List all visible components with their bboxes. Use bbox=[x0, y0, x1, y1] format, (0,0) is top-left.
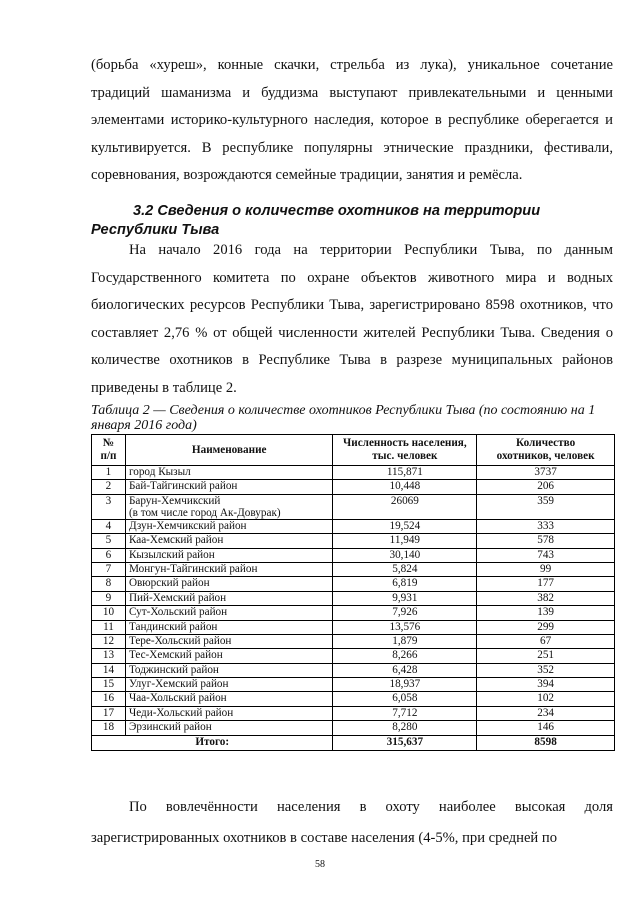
section-heading: 3.2 Сведения о количестве охотников на территории Республики Тыва bbox=[91, 203, 541, 238]
row-name bbox=[125, 649, 333, 663]
row-number: 9 bbox=[92, 591, 126, 605]
table-row bbox=[92, 519, 615, 533]
row-population: 8,280 bbox=[333, 721, 477, 735]
total-label: Итого: bbox=[92, 735, 333, 750]
row-population: 9,931 bbox=[333, 591, 477, 605]
row-hunters: 299 bbox=[477, 620, 615, 634]
page-number: 58 bbox=[315, 859, 325, 870]
table-row bbox=[92, 678, 615, 692]
table-row bbox=[92, 620, 615, 634]
row-hunters: 3737 bbox=[477, 466, 615, 480]
row-hunters: 146 bbox=[477, 721, 615, 735]
row-name bbox=[125, 706, 333, 720]
row-name bbox=[125, 692, 333, 706]
row-number: 2 bbox=[92, 480, 126, 494]
row-population: 13,576 bbox=[333, 620, 477, 634]
row-number: 14 bbox=[92, 663, 126, 677]
row-number: 13 bbox=[92, 649, 126, 663]
row-name-text: Тес-Хемский район bbox=[128, 649, 223, 662]
row-number: 12 bbox=[92, 634, 126, 648]
row-hunters: 352 bbox=[477, 663, 615, 677]
table-caption: Таблица 2 — Сведения о количестве охотников Республики Тыва (по состоянию на 1 января 2016 года) bbox=[91, 403, 596, 433]
table-row bbox=[92, 466, 615, 480]
row-population: 26069 bbox=[333, 494, 477, 519]
row-name bbox=[125, 591, 333, 605]
table-row bbox=[92, 591, 615, 605]
row-name-text: Тандинский район bbox=[128, 620, 218, 633]
row-name bbox=[125, 534, 333, 548]
row-hunters: 99 bbox=[477, 562, 615, 576]
row-population: 115,871 bbox=[333, 466, 477, 480]
row-number: 15 bbox=[92, 678, 126, 692]
total-population: 315,637 bbox=[333, 735, 477, 750]
row-hunters: 67 bbox=[477, 634, 615, 648]
row-hunters: 382 bbox=[477, 591, 615, 605]
row-name-text: Чеди-Хольский район bbox=[128, 706, 234, 719]
row-hunters: 333 bbox=[477, 519, 615, 533]
row-name-text: Бай-Тайгинский район bbox=[128, 480, 238, 493]
row-name-text: Сут-Хольский район bbox=[128, 606, 228, 619]
row-name bbox=[125, 466, 333, 480]
table-total-row bbox=[92, 735, 615, 750]
involvement-paragraph: По вовлечённости населения в охоту наиболее высокая доля зарегистрированных охотников в составе населения (4-5%, при средней по bbox=[91, 799, 613, 846]
row-hunters: 206 bbox=[477, 480, 615, 494]
row-number: 6 bbox=[92, 548, 126, 562]
row-population: 6,819 bbox=[333, 577, 477, 591]
row-population: 6,428 bbox=[333, 663, 477, 677]
table-body bbox=[92, 466, 615, 736]
row-name-text: Пий-Хемский район bbox=[128, 591, 227, 604]
row-hunters: 177 bbox=[477, 577, 615, 591]
row-name bbox=[125, 606, 333, 620]
row-name bbox=[125, 494, 333, 519]
row-number: 4 bbox=[92, 519, 126, 533]
table-header-row bbox=[92, 435, 615, 466]
row-hunters: 394 bbox=[477, 678, 615, 692]
table-row bbox=[92, 577, 615, 591]
row-population: 1,879 bbox=[333, 634, 477, 648]
row-hunters: 234 bbox=[477, 706, 615, 720]
row-number: 10 bbox=[92, 606, 126, 620]
hunters-summary-paragraph: На начало 2016 года на территории Республики Тыва, по данным Государственного комитета по охране объектов животного мира и водных биологических ресурсов Республики Тыва, зарегистрировано 8598 охотников, что составляет 2,76 % от общей численности жителей Республики Тыва. Сведения о количестве охотников в Республике Тыва в разрезе муниципальных районов приведены в таблице 2. bbox=[91, 242, 613, 396]
table-row bbox=[92, 480, 615, 494]
row-name bbox=[125, 519, 333, 533]
row-population: 6,058 bbox=[333, 692, 477, 706]
row-name bbox=[125, 678, 333, 692]
row-number: 1 bbox=[92, 466, 126, 480]
row-name-text: Дзун-Хемчикский район bbox=[128, 519, 247, 532]
row-name bbox=[125, 634, 333, 648]
header-population: Численность населения, тыс. человек bbox=[333, 435, 477, 466]
row-hunters: 578 bbox=[477, 534, 615, 548]
hunters-table bbox=[91, 434, 615, 751]
header-number: № п/п bbox=[92, 435, 126, 466]
header-name: Наименование bbox=[125, 435, 333, 466]
header-hunters: Количество охотников, человек bbox=[477, 435, 615, 466]
intro-paragraph: (борьба «хуреш», конные скачки, стрельба из лука), уникальное сочетание традиций шаманизма и буддизма выступают привлекательными и ценными элементами историко-культурного наследия, которое в республике оберегается и культивируется. В республике популярны этнические праздники, фестивали, соревнования, возрождаются семейные традиции, занятия и ремёсла. bbox=[91, 57, 613, 183]
row-name-text: Чаа-Хольский район bbox=[128, 692, 227, 705]
row-name-extra: (в том числе город Ак-Довурак) bbox=[128, 506, 281, 519]
row-name-text: город Кызыл bbox=[128, 466, 191, 478]
row-hunters: 251 bbox=[477, 649, 615, 663]
row-number: 16 bbox=[92, 692, 126, 706]
row-name bbox=[125, 663, 333, 677]
table-row bbox=[92, 721, 615, 735]
table-row bbox=[92, 606, 615, 620]
row-population: 7,712 bbox=[333, 706, 477, 720]
row-population: 7,926 bbox=[333, 606, 477, 620]
row-name bbox=[125, 562, 333, 576]
row-population: 18,937 bbox=[333, 678, 477, 692]
table-row bbox=[92, 649, 615, 663]
row-hunters: 743 bbox=[477, 548, 615, 562]
row-name-text: Каа-Хемский район bbox=[128, 534, 224, 547]
row-name-text: Барун-Хемчикский bbox=[128, 494, 221, 507]
row-name bbox=[125, 548, 333, 562]
row-name-text: Тоджинский район bbox=[128, 663, 219, 676]
row-number: 17 bbox=[92, 706, 126, 720]
row-name-text: Кызылский район bbox=[128, 548, 215, 561]
row-name-text: Улуг-Хемский район bbox=[128, 678, 229, 691]
table-row bbox=[92, 548, 615, 562]
row-name bbox=[125, 620, 333, 634]
row-name-text: Тере-Хольский район bbox=[128, 634, 232, 647]
row-name bbox=[125, 577, 333, 591]
row-population: 30,140 bbox=[333, 548, 477, 562]
row-number: 7 bbox=[92, 562, 126, 576]
row-population: 8,266 bbox=[333, 649, 477, 663]
table-row bbox=[92, 562, 615, 576]
total-hunters: 8598 bbox=[477, 735, 615, 750]
row-number: 8 bbox=[92, 577, 126, 591]
table-row bbox=[92, 706, 615, 720]
table-row bbox=[92, 634, 615, 648]
row-name-text: Монгун-Тайгинский район bbox=[128, 562, 258, 575]
row-number: 3 bbox=[92, 494, 126, 519]
row-name-text: Эрзинский район bbox=[128, 721, 212, 734]
row-hunters: 102 bbox=[477, 692, 615, 706]
row-population: 10,448 bbox=[333, 480, 477, 494]
table-row bbox=[92, 534, 615, 548]
row-name bbox=[125, 480, 333, 494]
table-row bbox=[92, 692, 615, 706]
row-population: 5,824 bbox=[333, 562, 477, 576]
row-hunters: 139 bbox=[477, 606, 615, 620]
row-name-text: Овюрский район bbox=[128, 577, 210, 590]
table-row bbox=[92, 663, 615, 677]
row-hunters: 359 bbox=[477, 494, 615, 519]
row-number: 11 bbox=[92, 620, 126, 634]
row-name bbox=[125, 721, 333, 735]
table-row bbox=[92, 494, 615, 519]
row-number: 18 bbox=[92, 721, 126, 735]
row-number: 5 bbox=[92, 534, 126, 548]
row-population: 19,524 bbox=[333, 519, 477, 533]
row-population: 11,949 bbox=[333, 534, 477, 548]
